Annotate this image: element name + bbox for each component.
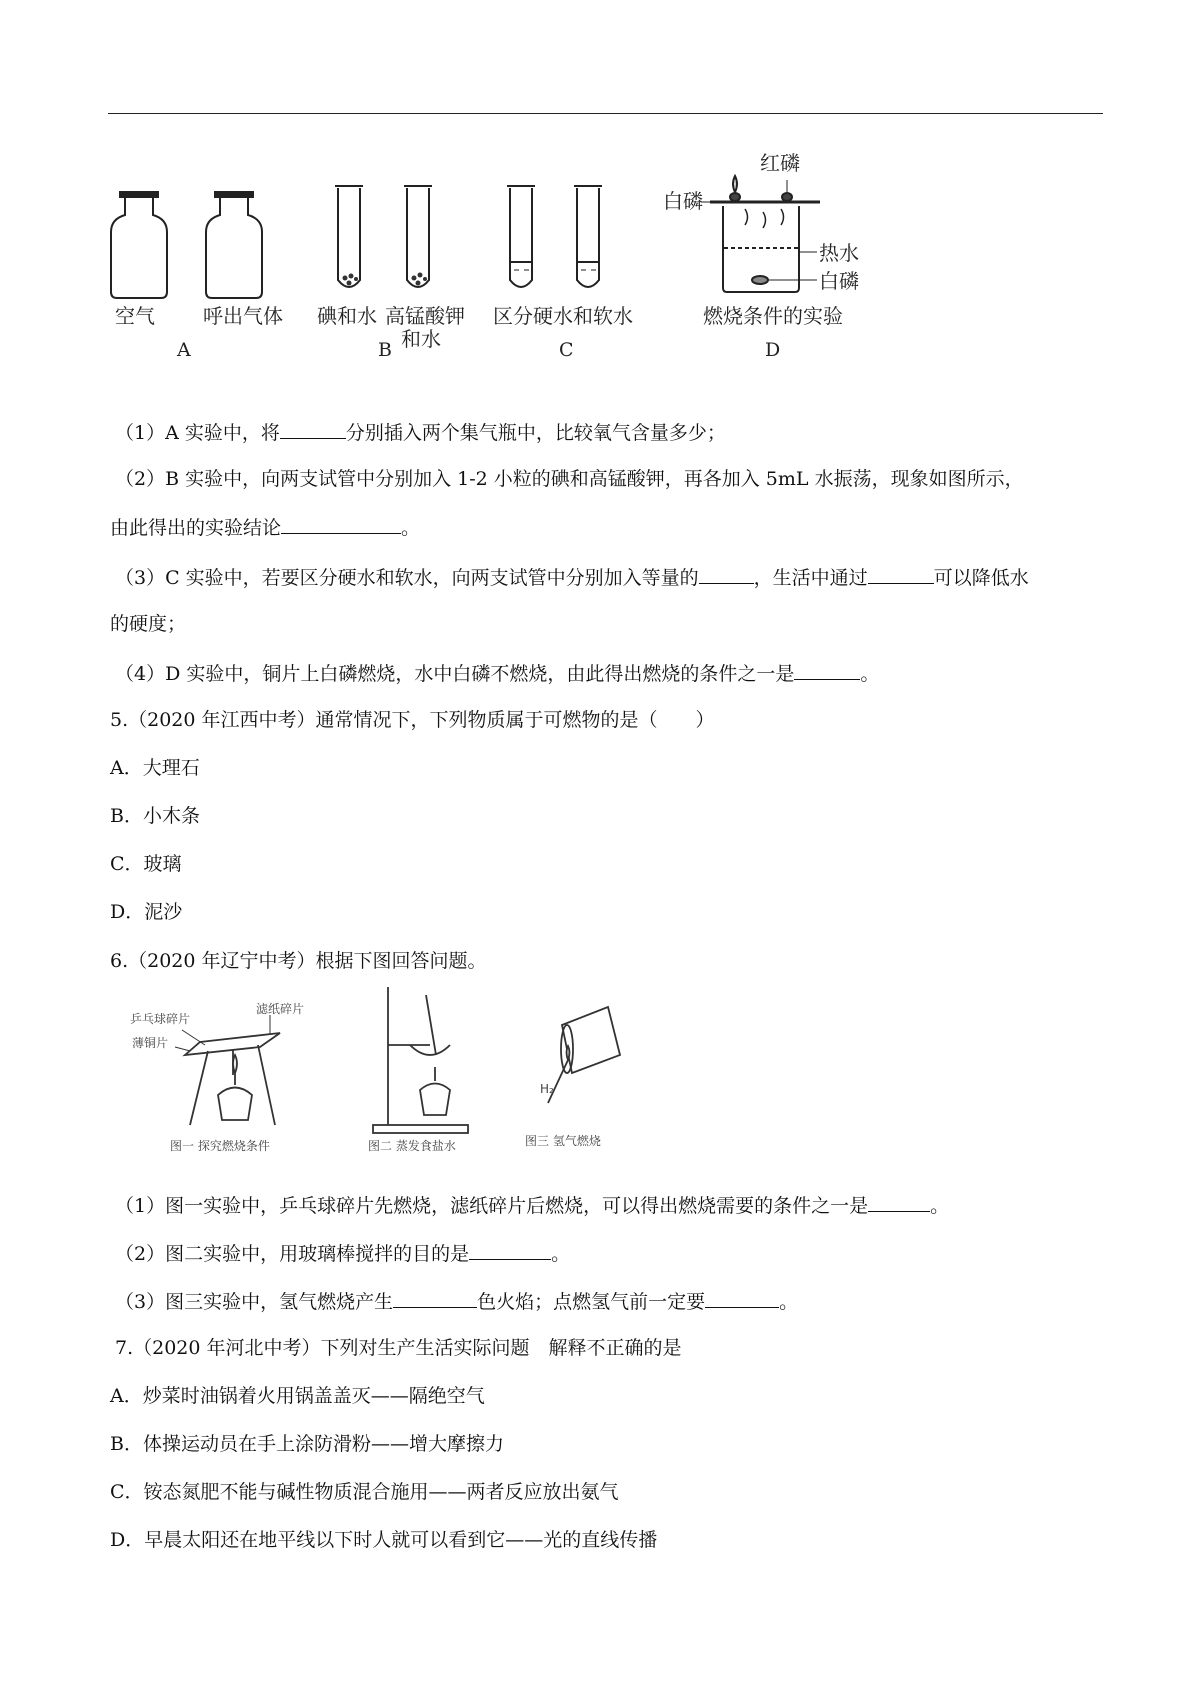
gas-jar-exhaled — [206, 192, 262, 298]
q7-option-d: D．早晨太阳还在地平线以下时人就可以看到它——光的直线传播 — [110, 1529, 658, 1551]
answer-blank[interactable] — [868, 563, 934, 584]
q4-part4: （4）D 实验中，铜片上白磷燃烧，水中白磷不燃烧，由此得出燃烧的条件之一是 。 — [115, 659, 879, 687]
label-white-phosphorus-top: 白磷 — [663, 189, 703, 213]
q5-option-c: C．玻璃 — [110, 853, 182, 875]
letter-d: D — [765, 339, 781, 361]
beaker-combustion-setup — [701, 176, 820, 292]
q6-part1: （1）图一实验中，乒乓球碎片先燃烧，滤纸碎片后燃烧，可以得出燃烧需要的条件之一是 。 — [115, 1191, 949, 1219]
label-iodine-water: 碘和水 — [317, 304, 377, 328]
letter-c: C — [559, 339, 574, 361]
tripod-copper-sheet — [175, 1015, 280, 1125]
evaporation-apparatus — [373, 987, 468, 1133]
gas-jar-air — [111, 192, 167, 298]
caption-fig2: 图二 蒸发食盐水 — [368, 1139, 456, 1153]
answer-blank[interactable] — [705, 1287, 779, 1308]
label-white-phosphorus-bottom: 白磷 — [819, 269, 859, 293]
label-pingpong-pieces: 乒乓球碎片 — [130, 1012, 191, 1026]
q6-part3: （3）图三实验中，氢气燃烧产生 色火焰；点燃氢气前一定要 。 — [115, 1287, 798, 1315]
q7-option-a: A．炒菜时油锅着火用锅盖盖灭——隔绝空气 — [110, 1385, 485, 1407]
q6-stem: 6.（2020 年辽宁中考）根据下图回答问题。 — [110, 950, 487, 972]
test-tube-iodine — [335, 186, 363, 287]
label-hard-soft-water: 区分硬水和软水 — [493, 304, 633, 328]
test-tube-water-2 — [574, 186, 602, 287]
test-tube-kmno4 — [404, 186, 432, 287]
label-red-phosphorus: 红磷 — [760, 151, 800, 175]
answer-blank[interactable] — [280, 418, 346, 439]
answer-blank[interactable] — [868, 1191, 930, 1212]
label-combustion-experiment: 燃烧条件的实验 — [703, 304, 843, 328]
q6-part2: （2）图二实验中，用玻璃棒搅拌的目的是 。 — [115, 1239, 570, 1267]
label-kmno4-line2: 和水 — [401, 327, 441, 351]
caption-fig3: 图三 氢气燃烧 — [525, 1134, 601, 1148]
q5-option-b: B．小木条 — [110, 805, 200, 827]
q7-stem: 7.（2020 年河北中考）下列对生产生活实际问题 解释不正确的是 — [115, 1337, 682, 1359]
label-copper-sheet: 薄铜片 — [132, 1036, 169, 1050]
q4-part1: （1）A 实验中，将 分别插入两个集气瓶中，比较氧气含量多少； — [115, 418, 726, 446]
q5-option-a: A．大理石 — [110, 757, 200, 779]
q4-part2-line1: （2）B 实验中，向两支试管中分别加入 1-2 小粒的碘和高锰酸钾，再各加入 5mL 水振荡，现象如图所示， — [115, 468, 1024, 490]
hydrogen-combustion-apparatus — [548, 1007, 620, 1103]
label-air: 空气 — [115, 304, 155, 328]
experiment-figure-q6 — [130, 985, 690, 1155]
letter-a: A — [177, 339, 191, 361]
label-hot-water: 热水 — [819, 241, 859, 265]
label-filter-paper: 滤纸碎片 — [256, 1002, 305, 1016]
answer-blank[interactable] — [393, 1287, 477, 1308]
test-tube-water-1 — [507, 186, 535, 287]
q7-option-b: B．体操运动员在手上涂防滑粉——增大摩擦力 — [110, 1433, 504, 1455]
header-rule — [108, 113, 1103, 114]
caption-fig1: 图一 探究燃烧条件 — [170, 1139, 270, 1153]
q4-part2-line2: 由此得出的实验结论 。 — [110, 513, 420, 541]
label-exhaled-gas: 呼出气体 — [203, 304, 283, 328]
answer-blank[interactable] — [281, 513, 401, 534]
q4-part3-line2: 的硬度； — [110, 613, 187, 635]
letter-b: B — [378, 339, 392, 361]
answer-blank[interactable] — [469, 1239, 551, 1260]
answer-blank[interactable] — [699, 563, 754, 584]
label-h2: H₂ — [540, 1082, 554, 1096]
experiment-figure-abcd — [105, 140, 965, 390]
answer-blank[interactable] — [794, 659, 860, 680]
q7-option-c: C．铵态氮肥不能与碱性物质混合施用——两者反应放出氨气 — [110, 1481, 619, 1503]
q4-part3-line1: （3）C 实验中，若要区分硬水和软水，向两支试管中分别加入等量的 ，生活中通过 可以降低水 — [115, 563, 1029, 591]
label-kmno4-line1: 高锰酸钾 — [385, 304, 465, 328]
q5-stem: 5.（2020 年江西中考）通常情况下，下列物质属于可燃物的是（ ） — [110, 709, 715, 731]
q5-option-d: D．泥沙 — [110, 901, 183, 923]
